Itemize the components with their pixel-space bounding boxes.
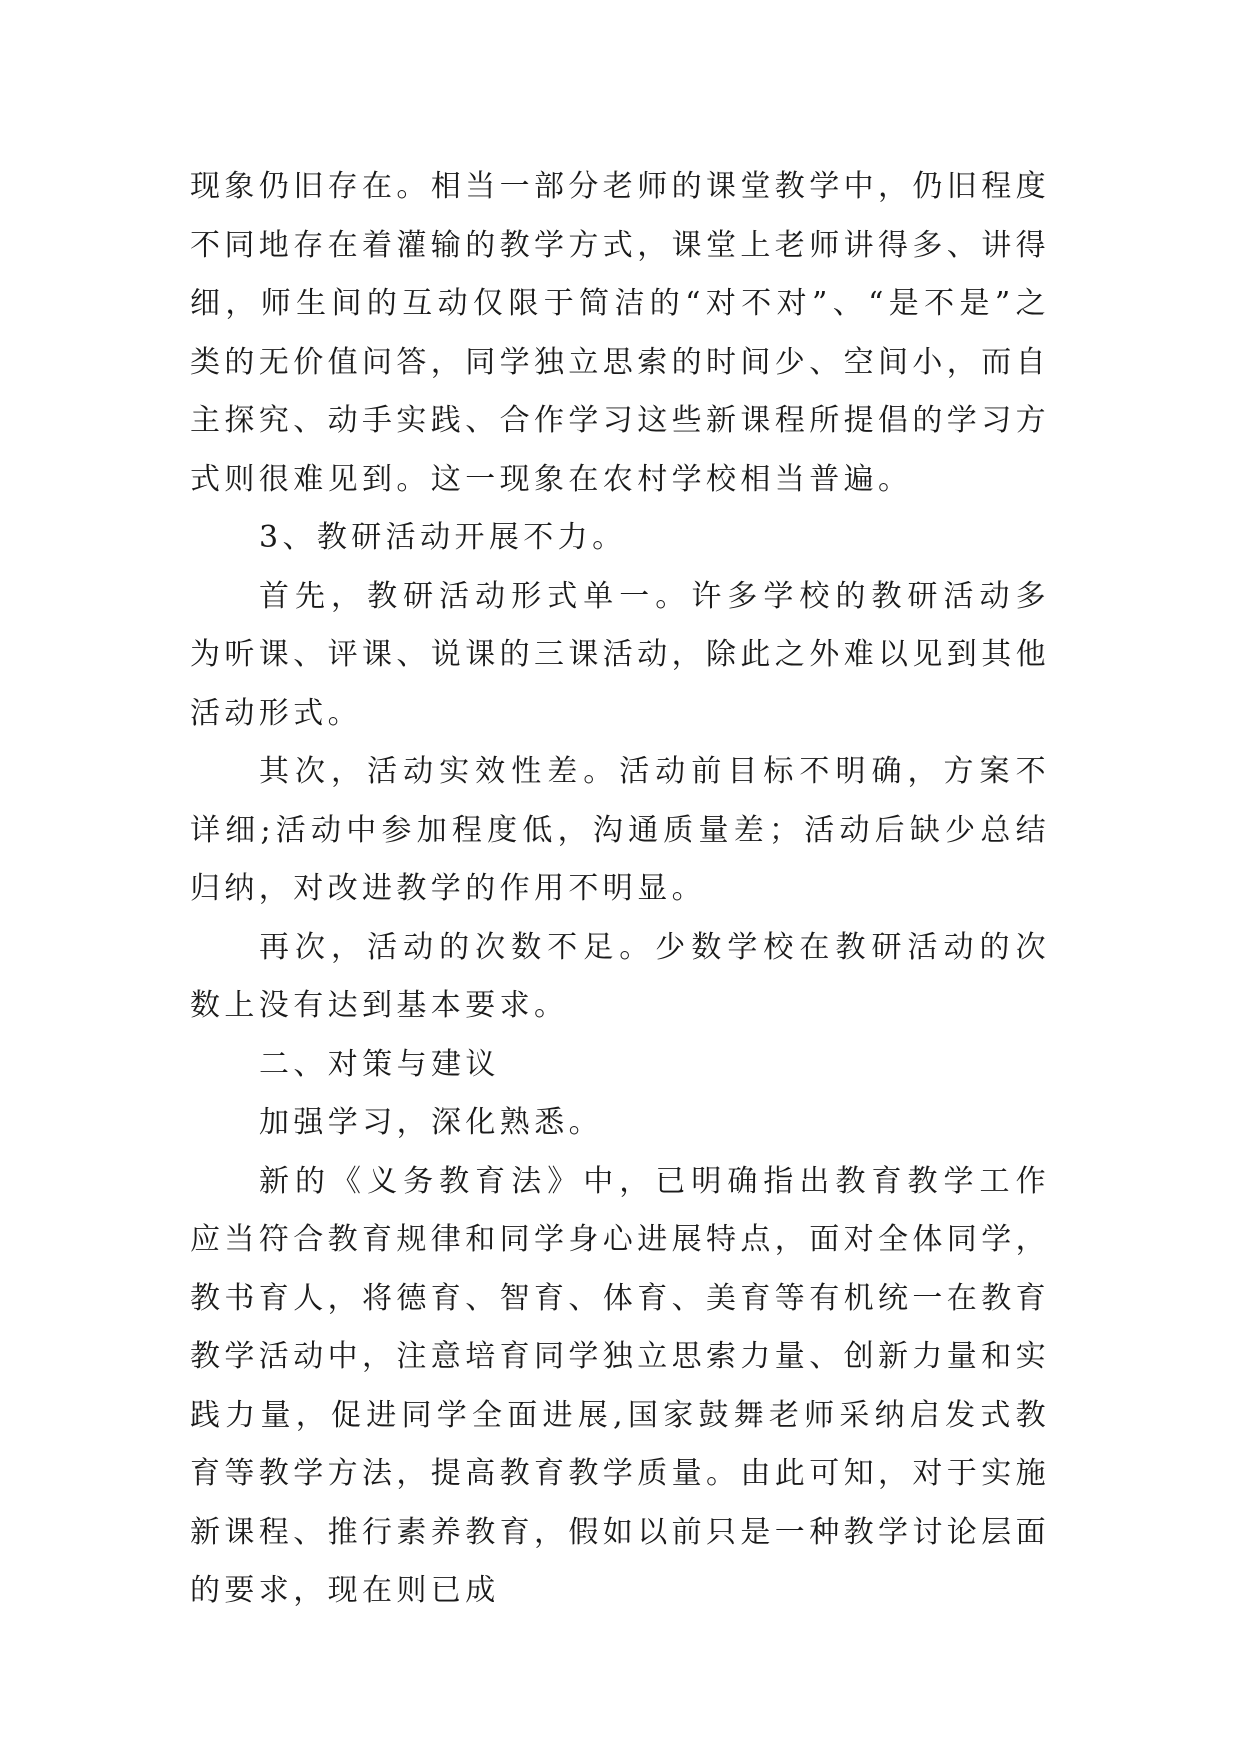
paragraph-classroom-problem: 现象仍旧存在。相当一部分老师的课堂教学中，仍旧程度不同地存在着灌输的教学方式，课堂上老师讲得多、讲得细，师生间的互动仅限于简洁的“对不对”、“是不是”之类的无价值问答，同学独立思索的时间少、空间小，而自主探究、动手实践、合作学习这些新课程所提倡的学习方式则很难见到。这一现象在农村学校相当普遍。 <box>190 169 1050 497</box>
document-body <box>190 158 1050 1621</box>
subheading-strengthen-learning: 加强学习，深化熟悉。 <box>259 1105 603 1140</box>
heading-teaching-research: 3、教研活动开展不力。 <box>259 520 627 555</box>
paragraph-first-point: 首先，教研活动形式单一。许多学校的教研活动多为听课、评课、说课的三课活动，除此之外难以见到其他活动形式。 <box>190 578 1050 731</box>
paragraph-education-law: 新的《义务教育法》中，已明确指出教育教学工作应当符合教育规律和同学身心进展特点，面对全体同学，教书育人，将德育、智育、体育、美育等有机统一在教育教学活动中，注意培育同学独立思索力量、创新力量和实践力量，促进同学全面进展,国家鼓舞老师采纳启发式教育等教学方法，提高教育教学质量。由此可知，对于实施新课程、推行素养教育，假如以前只是一种教学讨论层面的要求，现在则已成 <box>190 1163 1050 1608</box>
paragraph-second-point: 其次，活动实效性差。活动前目标不明确，方案不详细;活动中参加程度低，沟通质量差；活动后缺少总结归纳，对改进教学的作用不明显。 <box>190 754 1050 906</box>
paragraph-third-point: 再次，活动的次数不足。少数学校在教研活动的次数上没有达到基本要求。 <box>190 929 1050 1023</box>
section-heading-countermeasures: 二、对策与建议 <box>259 1046 500 1082</box>
